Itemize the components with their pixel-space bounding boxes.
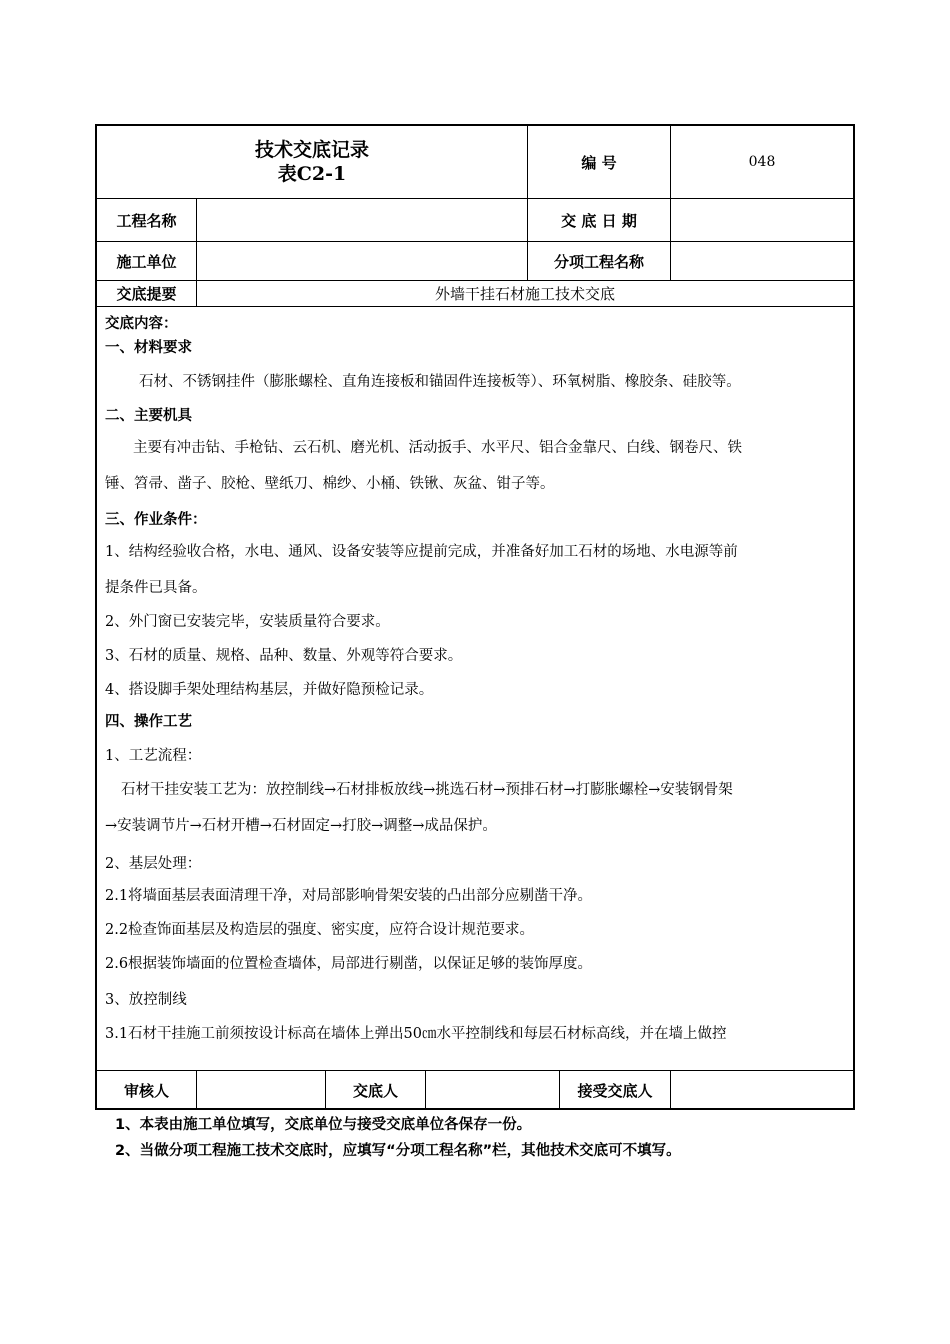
- form-code: 表C2-1: [277, 163, 347, 185]
- paragraph: 提条件已具备。: [105, 580, 207, 596]
- construction-unit-value[interactable]: [197, 242, 527, 280]
- sub-project-value[interactable]: [671, 242, 853, 280]
- sub-heading: 2、基层处理：: [105, 856, 202, 872]
- paragraph: 4、搭设脚手架处理结构基层，并做好隐预检记录。: [105, 682, 434, 698]
- paragraph: 主要有冲击钻、手枪钻、云石机、磨光机、活动扳手、水平尺、铝合金靠尺、白线、钢卷尺、铁: [133, 440, 742, 456]
- footnote: 2、当做分项工程施工技术交底时，应填写“分项工程名称”栏，其他技术交底可不填写。: [115, 1143, 681, 1159]
- paragraph: 2、外门窗已安装完毕，安装质量符合要求。: [105, 614, 390, 630]
- discloser-label: 交底人: [352, 1082, 398, 1100]
- summary-label: 交底提要: [116, 285, 177, 303]
- footnote: 1、本表由施工单位填写，交底单位与接受交底单位各保存一份。: [115, 1117, 532, 1133]
- number-value: 048: [748, 154, 776, 170]
- paragraph: 石材干挂安装工艺为：放控制线→石材排板放线→挑选石材→预排石材→打膨胀螺栓→安装钢骨架: [121, 782, 733, 798]
- receiver-label: 接受交底人: [577, 1082, 653, 1100]
- form-title-main: 技术交底记录: [254, 139, 369, 161]
- paragraph: 3、石材的质量、规格、品种、数量、外观等符合要求。: [105, 648, 463, 664]
- project-name-label: 工程名称: [116, 211, 177, 230]
- form-title: [97, 126, 527, 198]
- paragraph: 1、结构经验收合格，水电、通风、设备安装等应提前完成，并准备好加工石材的场地、水电源等前: [105, 544, 738, 560]
- section-heading: 二、主要机具: [105, 408, 192, 424]
- paragraph: 锤、笤帚、凿子、胶枪、壁纸刀、棉纱、小桶、铁锹、灰盆、钳子等。: [105, 476, 555, 492]
- number-label: 编 号: [581, 153, 617, 172]
- receiver-value[interactable]: [671, 1071, 853, 1110]
- section-heading: 四、操作工艺: [105, 714, 192, 730]
- construction-unit-label: 施工单位: [116, 252, 177, 271]
- paragraph: 2.2检查饰面基层及构造层的强度、密实度，应符合设计规范要求。: [105, 922, 535, 938]
- paragraph: →安装调节片→石材开槽→石材固定→打胶→调整→成品保护。: [105, 818, 497, 834]
- project-name-value[interactable]: [197, 199, 527, 241]
- sub-heading: 1、工艺流程：: [105, 748, 202, 764]
- paragraph: 3.1石材干挂施工前须按设计标高在墙体上弹出50㎝水平控制线和每层石材标高线，并在墙上做控: [105, 1026, 727, 1042]
- content-intro: 交底内容：: [105, 316, 178, 332]
- section-heading: 一、材料要求: [105, 340, 192, 356]
- reviewer-value[interactable]: [197, 1071, 325, 1110]
- paragraph: 2.6根据装饰墙面的位置检查墙体，局部进行剔凿，以保证足够的装饰厚度。: [105, 956, 593, 972]
- sub-project-label: 分项工程名称: [553, 252, 644, 271]
- reviewer-label: 审核人: [123, 1082, 169, 1100]
- discloser-value[interactable]: [426, 1071, 559, 1110]
- sub-heading: 3、放控制线: [105, 992, 187, 1008]
- date-label: 交 底 日 期: [561, 211, 637, 230]
- summary-value: 外墙干挂石材施工技术交底: [434, 285, 615, 303]
- date-value[interactable]: [671, 199, 853, 241]
- paragraph: 石材、不锈钢挂件（膨胀螺栓、直角连接板和锚固件连接板等）、环氧树脂、橡胶条、硅胶等。: [139, 374, 741, 390]
- disclosure-form: [95, 124, 855, 1110]
- row-divider: [97, 306, 853, 307]
- section-heading: 三、作业条件：: [105, 512, 207, 528]
- paragraph: 2.1将墙面基层表面清理干净，对局部影响骨架安装的凸出部分应剔凿干净。: [105, 888, 593, 904]
